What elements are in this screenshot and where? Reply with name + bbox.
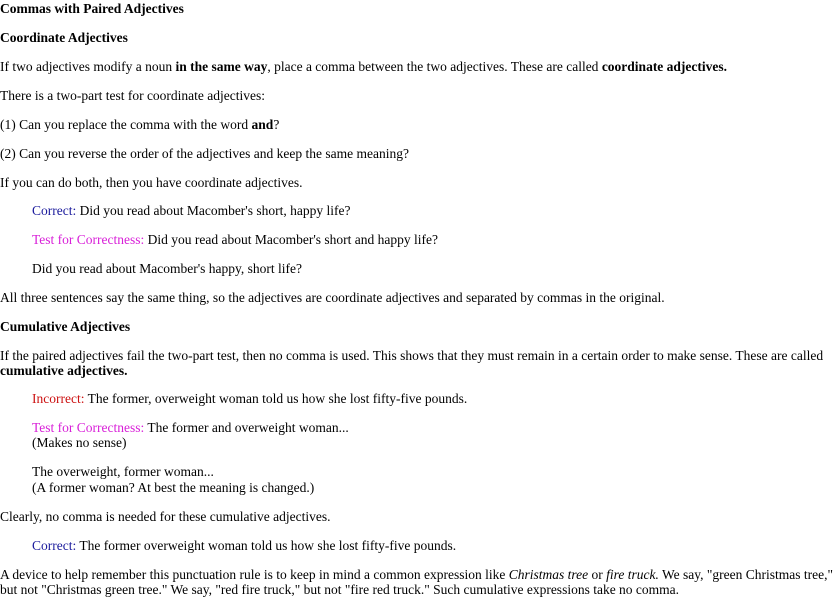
example-test-cumulative [32, 420, 349, 435]
cumulative-definition-line1: If the paired adjectives fail the two-part test, then no comma is used. This shows that they must remain in a certain order to make sense. These are called [0, 348, 824, 363]
test-step-1 [0, 117, 279, 132]
text-segment: or [588, 567, 607, 582]
example-term: Christmas tree [508, 567, 589, 582]
emphasis-text: and [251, 117, 274, 132]
example-text: The former overweight woman told us how she lost fifty-five pounds. [76, 538, 457, 553]
text-segment: If two adjectives modify a noun [0, 59, 176, 74]
test-step-2: (2) Can you reverse the order of the adjectives and keep the same meaning? [0, 146, 409, 161]
test-conclusion: If you can do both, then you have coordinate adjectives. [0, 175, 303, 190]
incorrect-label: Incorrect: [32, 391, 85, 406]
example-text: Did you read about Macomber's short and happy life? [144, 232, 439, 247]
coordinate-summary: All three sentences say the same thing, so the adjectives are coordinate adjectives and separated by commas in the original. [0, 290, 665, 305]
cumulative-definition-term: cumulative adjectives. [0, 363, 128, 378]
term-text: coordinate adjectives. [601, 59, 728, 74]
example-correct [32, 203, 350, 218]
example-incorrect [32, 391, 467, 406]
text-segment: A device to help remember this punctuation rule is to keep in mind a common expression like [0, 567, 509, 582]
page-title: Commas with Paired Adjectives [0, 1, 184, 16]
example-text: The former, overweight woman told us how she lost fifty-five pounds. [84, 391, 468, 406]
device-paragraph-line2: but not "Christmas green tree." We say, "red fire truck," but not "fire red truck." Such cumulative expressions take no comma. [0, 582, 680, 597]
example-text: Did you read about Macomber's short, happy life? [76, 203, 351, 218]
example-test [32, 232, 438, 247]
emphasis-text: in the same way [175, 59, 268, 74]
example-correct-cumulative [32, 538, 456, 553]
two-part-test-intro: There is a two-part test for coordinate adjectives: [0, 88, 266, 103]
example-term: fire truck. [606, 567, 659, 582]
text-segment: We say, "green Christmas tree," [658, 567, 833, 582]
example-text: The former and overweight woman... [144, 420, 349, 435]
correct-label: Correct: [32, 203, 77, 218]
example-reversed-note: (A former woman? At best the meaning is changed.) [32, 480, 315, 495]
test-label: Test for Correctness: [32, 232, 145, 247]
example-reversed-cumulative: The overweight, former woman... [32, 464, 214, 479]
coordinate-heading: Coordinate Adjectives [0, 30, 128, 45]
text-segment: ? [273, 117, 280, 132]
text-segment: , place a comma between the two adjectives. These are called [267, 59, 602, 74]
cumulative-heading: Cumulative Adjectives [0, 319, 131, 334]
test-label: Test for Correctness: [32, 420, 145, 435]
text-segment: (1) Can you replace the comma with the word [0, 117, 252, 132]
cumulative-summary: Clearly, no comma is needed for these cumulative adjectives. [0, 509, 331, 524]
correct-label: Correct: [32, 538, 77, 553]
device-paragraph-line1 [0, 567, 833, 582]
example-reversed: Did you read about Macomber's happy, short life? [32, 261, 302, 276]
coordinate-definition [0, 59, 727, 74]
example-test-note: (Makes no sense) [32, 435, 127, 450]
